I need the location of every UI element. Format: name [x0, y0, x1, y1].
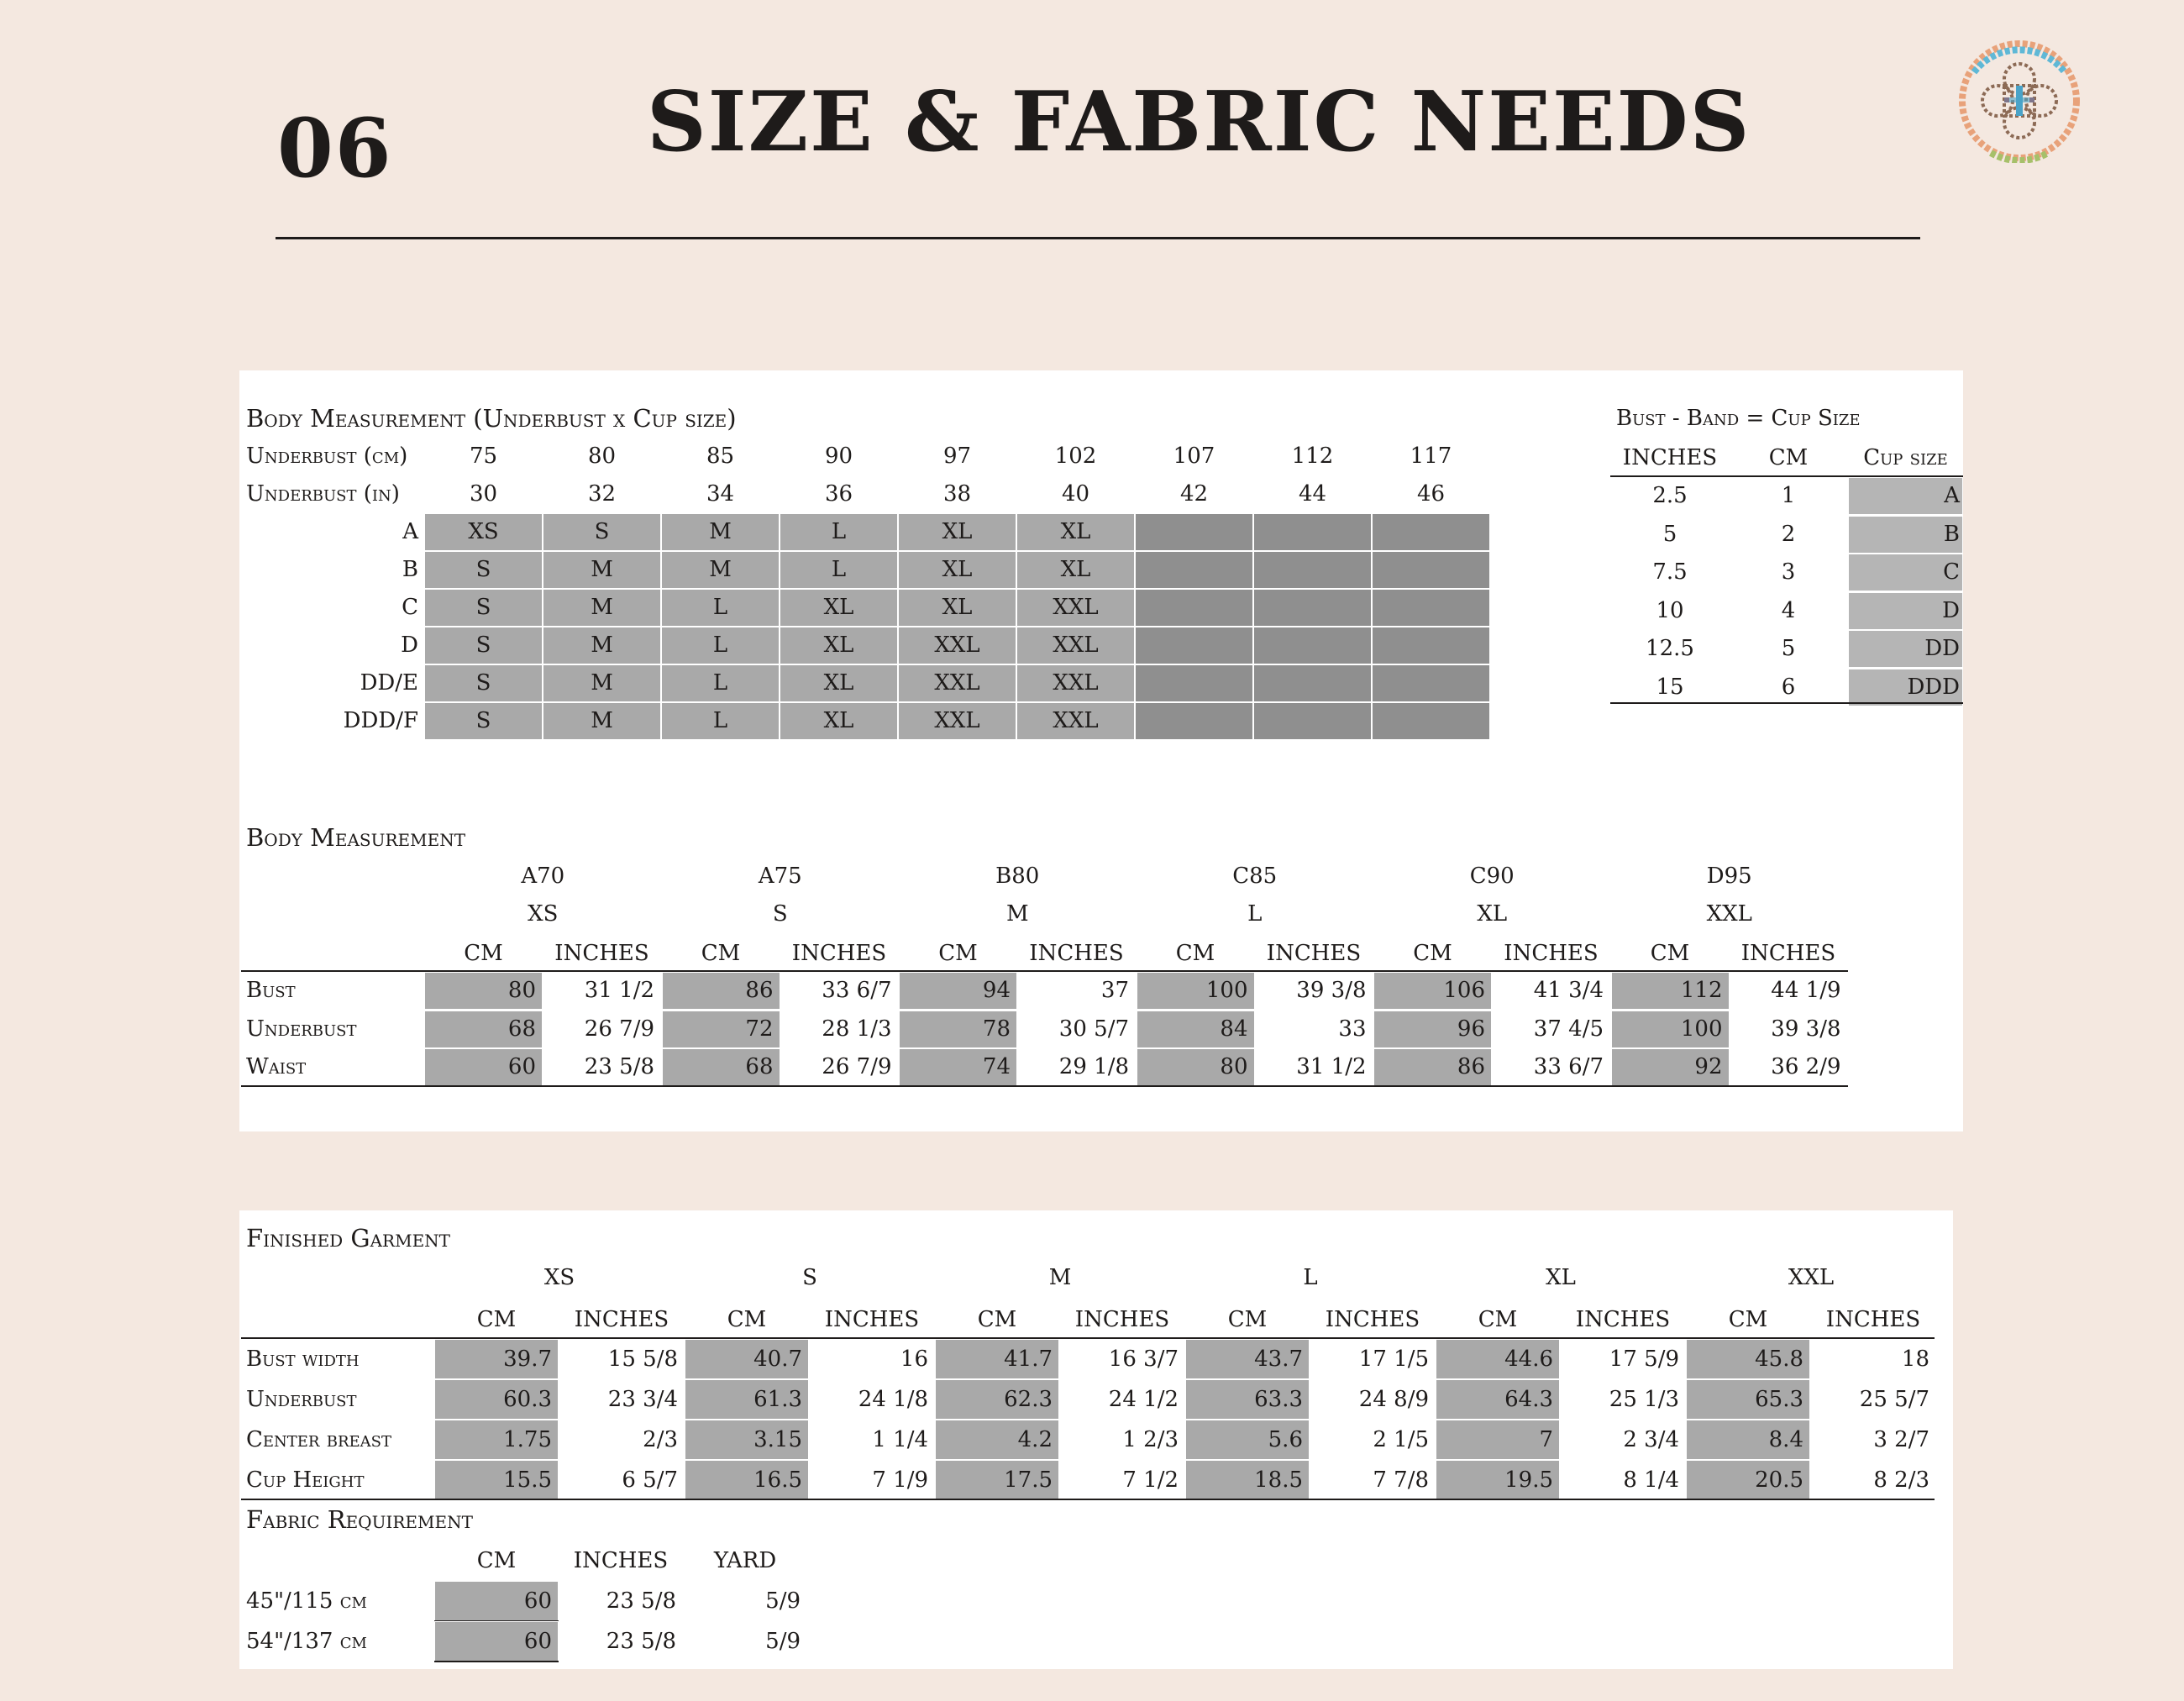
garment-cm-value: 62.3	[1004, 1387, 1053, 1412]
body-measurement-title: Body Measurement	[246, 823, 466, 852]
garment-in-value: 2/3	[643, 1427, 678, 1452]
size-grid-value: XXL	[934, 633, 980, 658]
size-grid-value: S	[475, 633, 491, 658]
measurement-cm-value: 68	[507, 1016, 536, 1042]
measurement-in-value: 44 1/9	[1771, 978, 1841, 1003]
garment-size: S	[802, 1265, 817, 1290]
garment-cm-value: 44.6	[1504, 1347, 1553, 1372]
size-grid-value: XL	[1060, 557, 1091, 582]
size-code: A75	[758, 864, 802, 889]
measurement-cm-value: 106	[1443, 978, 1485, 1003]
measurement-in-value: 31 1/2	[1296, 1054, 1367, 1079]
size-grid-value: XL	[1060, 519, 1091, 544]
cup-table-value: 3	[1781, 559, 1796, 585]
size-grid-value: XXL	[1053, 670, 1099, 696]
underbust-in-value: 40	[1061, 481, 1090, 507]
measurement-in-value: 37 4/5	[1533, 1016, 1604, 1042]
unit-cm: CM	[727, 1307, 767, 1332]
underbust-in-value: 44	[1298, 481, 1327, 507]
fabric-header: INCHES	[573, 1548, 669, 1573]
garment-row-label: Cup Height	[246, 1467, 365, 1493]
size-grid-value: S	[475, 595, 491, 620]
unit-inches: INCHES	[1266, 941, 1362, 966]
measurement-in-value: 33 6/7	[1533, 1054, 1604, 1079]
size-grid-value: XS	[468, 519, 499, 544]
size-grid-cell	[1135, 513, 1253, 551]
underbust-cm-value: 97	[942, 444, 972, 469]
size-grid-value: L	[831, 519, 847, 544]
garment-cm-value: 3.15	[753, 1427, 802, 1452]
size-letter: XXL	[1706, 901, 1752, 927]
title-rule	[276, 237, 1920, 239]
measurement-in-value: 41 3/4	[1533, 978, 1604, 1003]
emblem-logo	[1957, 39, 2082, 163]
fabric-row-label: 54"/137 cm	[246, 1629, 367, 1654]
measurement-in-value: 33 6/7	[822, 978, 892, 1003]
cup-row-label: DD/E	[360, 670, 418, 696]
garment-in-value: 7 7/8	[1373, 1467, 1429, 1493]
size-grid-cell	[1253, 702, 1372, 740]
size-code: A70	[521, 864, 565, 889]
garment-size: XXL	[1788, 1265, 1835, 1290]
underbust-cm-value: 107	[1173, 444, 1215, 469]
measurement-cm-value: 96	[1457, 1016, 1485, 1042]
garment-in-value: 24 1/8	[858, 1387, 928, 1412]
unit-inches: INCHES	[1074, 1307, 1170, 1332]
size-grid-cell	[1253, 513, 1372, 551]
size-chart-title: Body Measurement (Underbust x Cup size)	[246, 404, 737, 433]
garment-cm-value: 7	[1539, 1427, 1553, 1452]
unit-cm: CM	[1175, 941, 1215, 966]
unit-inches: INCHES	[824, 1307, 920, 1332]
size-grid-value: M	[591, 670, 613, 696]
cup-row-label: B	[402, 557, 418, 582]
measurement-in-value: 26 7/9	[822, 1054, 892, 1079]
garment-in-value: 25 1/3	[1609, 1387, 1679, 1412]
cup-table-value: 4	[1781, 597, 1796, 623]
measurement-in-value: 30 5/7	[1058, 1016, 1129, 1042]
garment-cm-value: 18.5	[1254, 1467, 1303, 1493]
garment-in-value: 8 2/3	[1873, 1467, 1929, 1493]
garment-in-value: 23 3/4	[607, 1387, 678, 1412]
cup-table-value: DDD	[1907, 674, 1960, 700]
size-grid-cell	[1253, 551, 1372, 589]
measurement-cm-value: 68	[745, 1054, 774, 1079]
size-grid-value: XL	[942, 519, 973, 544]
garment-cm-value: 40.7	[753, 1347, 802, 1372]
cup-table-value: 15	[1656, 674, 1684, 700]
measurement-cm-value: 112	[1680, 978, 1723, 1003]
measurement-row-label: Bust	[246, 978, 296, 1003]
size-grid-value: XL	[823, 595, 854, 620]
cup-table-value: 6	[1781, 674, 1796, 700]
fabric-value: 60	[523, 1629, 552, 1654]
measurement-cm-value: 60	[507, 1054, 536, 1079]
page-title: SIZE & FABRIC NEEDS	[647, 74, 1751, 171]
garment-in-value: 24 1/2	[1108, 1387, 1179, 1412]
size-code: D95	[1706, 864, 1752, 889]
size-grid-value: L	[712, 708, 728, 733]
unit-inches: INCHES	[1825, 1307, 1921, 1332]
unit-inches: INCHES	[1575, 1307, 1671, 1332]
unit-inches: INCHES	[1740, 941, 1836, 966]
unit-inches: INCHES	[1504, 941, 1599, 966]
size-letter: XS	[528, 901, 559, 927]
garment-cm-value: 45.8	[1755, 1347, 1803, 1372]
underbust-cm-value: 75	[469, 444, 498, 469]
measurement-in-value: 33	[1338, 1016, 1367, 1042]
size-code: C90	[1469, 864, 1515, 889]
size-grid-cell	[1253, 627, 1372, 664]
garment-cm-value: 17.5	[1004, 1467, 1053, 1493]
size-grid-value: XL	[823, 708, 854, 733]
cup-row-label: D	[401, 633, 418, 658]
size-grid-cell	[1372, 589, 1490, 627]
garment-in-value: 24 8/9	[1358, 1387, 1429, 1412]
garment-in-value: 17 5/9	[1609, 1347, 1679, 1372]
underbust-cm-value: 102	[1054, 444, 1097, 469]
cup-row-label: A	[402, 519, 418, 544]
garment-cm-value: 4.2	[1017, 1427, 1053, 1452]
size-grid-value: XXL	[1053, 633, 1099, 658]
underbust-in-value: 32	[587, 481, 617, 507]
fabric-row-label: 45"/115 cm	[246, 1588, 367, 1614]
size-letter: M	[1005, 901, 1029, 927]
garment-cm-value: 60.3	[503, 1387, 552, 1412]
page-number: 06	[277, 101, 393, 196]
size-grid-value: XXL	[1053, 595, 1099, 620]
garment-cm-value: 63.3	[1254, 1387, 1303, 1412]
size-grid-cell	[1135, 702, 1253, 740]
underbust-cm-value: 90	[824, 444, 853, 469]
cup-table-header: INCHES	[1622, 445, 1718, 470]
size-grid-value: XL	[942, 557, 973, 582]
body-measurement-bottom-rule	[241, 1085, 1848, 1087]
size-grid-cell	[1372, 664, 1490, 702]
garment-size: XS	[543, 1265, 575, 1290]
garment-in-value: 6 5/7	[622, 1467, 678, 1493]
unit-inches: INCHES	[554, 941, 649, 966]
measurement-in-value: 28 1/3	[822, 1016, 892, 1042]
underbust-cm-value: 117	[1410, 444, 1452, 469]
garment-in-value: 16	[900, 1347, 928, 1372]
cup-table-value: A	[1944, 483, 1960, 508]
underbust-in-value: 36	[824, 481, 853, 507]
size-grid-value: S	[475, 708, 491, 733]
measurement-cm-value: 94	[982, 978, 1011, 1003]
size-letter: S	[772, 901, 788, 927]
size-grid-cell	[1253, 589, 1372, 627]
garment-cm-value: 1.75	[503, 1427, 552, 1452]
garment-in-value: 17 1/5	[1358, 1347, 1429, 1372]
size-grid-cell	[1135, 551, 1253, 589]
size-code: C85	[1232, 864, 1278, 889]
cup-table-value: 7.5	[1652, 559, 1688, 585]
size-grid-cell	[1135, 627, 1253, 664]
garment-in-value: 3 2/7	[1873, 1427, 1929, 1452]
finished-garment-title: Finished Garment	[246, 1224, 451, 1252]
fabric-value: 5/9	[765, 1629, 801, 1654]
garment-row-label: Bust width	[246, 1347, 360, 1372]
size-grid-value: L	[712, 633, 728, 658]
garment-bottom-rule	[241, 1499, 1935, 1500]
fabric-value: 5/9	[765, 1588, 801, 1614]
measurement-cm-value: 80	[507, 978, 536, 1003]
unit-cm: CM	[701, 941, 741, 966]
cup-table-value: 2.5	[1652, 483, 1688, 508]
garment-in-value: 1 1/4	[872, 1427, 928, 1452]
garment-in-value: 18	[1901, 1347, 1929, 1372]
cup-table-value: DD	[1924, 636, 1960, 661]
garment-cm-value: 43.7	[1254, 1347, 1303, 1372]
unit-cm: CM	[464, 941, 503, 966]
garment-cm-value: 61.3	[753, 1387, 802, 1412]
cup-table-value: D	[1942, 597, 1960, 623]
measurement-in-value: 39 3/8	[1771, 1016, 1841, 1042]
garment-cm-value: 39.7	[503, 1347, 552, 1372]
unit-inches: INCHES	[791, 941, 887, 966]
unit-cm: CM	[977, 1307, 1017, 1332]
measurement-in-value: 39 3/8	[1296, 978, 1367, 1003]
cup-table-header: CM	[1768, 445, 1809, 470]
size-grid-value: M	[709, 519, 732, 544]
garment-in-value: 15 5/8	[607, 1347, 678, 1372]
measurement-row-label: Underbust	[246, 1016, 357, 1042]
unit-cm: CM	[1650, 941, 1690, 966]
fabric-header: CM	[476, 1548, 517, 1573]
measurement-cm-value: 72	[745, 1016, 774, 1042]
cup-table-value: C	[1943, 559, 1960, 585]
size-grid-value: M	[591, 633, 613, 658]
measurement-cm-value: 100	[1205, 978, 1248, 1003]
measurement-in-value: 37	[1100, 978, 1129, 1003]
fabric-cm-rule	[434, 1661, 559, 1662]
cup-table-value: 10	[1656, 597, 1684, 623]
cup-table-value: 5	[1781, 636, 1796, 661]
underbust-cm-value: 80	[587, 444, 617, 469]
garment-cm-value: 5.6	[1268, 1427, 1303, 1452]
measurement-in-value: 31 1/2	[584, 978, 654, 1003]
fabric-value: 60	[523, 1588, 552, 1614]
measurement-in-value: 36 2/9	[1771, 1054, 1841, 1079]
size-grid-value: M	[591, 557, 613, 582]
garment-cm-value: 64.3	[1504, 1387, 1553, 1412]
garment-size: L	[1303, 1265, 1318, 1290]
underbust-in-value: 34	[706, 481, 735, 507]
size-grid-cell	[1253, 664, 1372, 702]
cup-table-title: Bust - Band = Cup Size	[1616, 406, 1861, 431]
size-grid-value: M	[709, 557, 732, 582]
size-letter: XL	[1477, 901, 1508, 927]
garment-in-value: 1 2/3	[1122, 1427, 1179, 1452]
underbust-cm-value: 112	[1291, 444, 1334, 469]
measurement-cm-value: 80	[1220, 1054, 1248, 1079]
size-grid-cell	[1135, 589, 1253, 627]
unit-cm: CM	[476, 1307, 517, 1332]
cup-table-value: 2	[1781, 521, 1796, 547]
garment-cm-value: 41.7	[1004, 1347, 1053, 1372]
garment-row-label: Underbust	[246, 1387, 357, 1412]
underbust-in-value: 46	[1416, 481, 1446, 507]
size-grid-cell	[1372, 513, 1490, 551]
size-grid-value: L	[712, 670, 728, 696]
measurement-cm-value: 92	[1694, 1054, 1723, 1079]
underbust-cm-label: Underbust (cm)	[246, 444, 408, 469]
garment-cm-value: 20.5	[1755, 1467, 1803, 1493]
size-grid-cell	[1372, 551, 1490, 589]
garment-cm-value: 19.5	[1504, 1467, 1553, 1493]
size-grid-value: M	[591, 708, 613, 733]
cup-table-value: 1	[1781, 483, 1796, 508]
garment-in-value: 7 1/2	[1122, 1467, 1179, 1493]
measurement-in-value: 29 1/8	[1058, 1054, 1129, 1079]
garment-in-value: 16 3/7	[1108, 1347, 1179, 1372]
garment-cm-value: 8.4	[1768, 1427, 1803, 1452]
measurement-cm-value: 86	[1457, 1054, 1485, 1079]
measurement-cm-value: 100	[1680, 1016, 1723, 1042]
unit-cm: CM	[1227, 1307, 1268, 1332]
fabric-header: YARD	[713, 1548, 777, 1573]
measurement-cm-value: 74	[982, 1054, 1011, 1079]
size-grid-cell	[1135, 664, 1253, 702]
garment-row-label: Center breast	[246, 1427, 392, 1452]
size-grid-value: XXL	[934, 708, 980, 733]
garment-size: XL	[1546, 1265, 1576, 1290]
measurement-cm-value: 86	[745, 978, 774, 1003]
size-grid-value: M	[591, 595, 613, 620]
size-grid-value: XL	[823, 633, 854, 658]
unit-inches: INCHES	[574, 1307, 669, 1332]
underbust-in-label: Underbust (in)	[246, 481, 400, 507]
cup-table-value: B	[1943, 521, 1960, 547]
cup-table-value: 5	[1662, 521, 1677, 547]
size-letter: L	[1247, 901, 1263, 927]
fabric-value: 23 5/8	[606, 1588, 676, 1614]
garment-in-value: 7 1/9	[872, 1467, 928, 1493]
size-grid-value: S	[475, 557, 491, 582]
measurement-cm-value: 84	[1220, 1016, 1248, 1042]
cup-table-bottom-rule	[1610, 702, 1963, 704]
size-grid-cell	[1372, 627, 1490, 664]
underbust-in-value: 38	[942, 481, 972, 507]
unit-inches: INCHES	[1029, 941, 1124, 966]
unit-cm: CM	[1728, 1307, 1768, 1332]
underbust-cm-value: 85	[706, 444, 735, 469]
garment-cm-value: 16.5	[753, 1467, 802, 1493]
size-grid-value: L	[712, 595, 728, 620]
size-grid-value: S	[475, 670, 491, 696]
garment-in-value: 8 1/4	[1623, 1467, 1679, 1493]
cup-row-label: DDD/F	[343, 708, 418, 733]
unit-cm: CM	[938, 941, 978, 966]
measurement-in-value: 23 5/8	[584, 1054, 654, 1079]
size-grid-value: XXL	[934, 670, 980, 696]
garment-cm-value: 15.5	[503, 1467, 552, 1493]
garment-in-value: 25 5/7	[1859, 1387, 1929, 1412]
underbust-in-value: 42	[1179, 481, 1209, 507]
size-grid-value: XL	[823, 670, 854, 696]
measurement-in-value: 26 7/9	[584, 1016, 654, 1042]
measurement-cm-value: 78	[982, 1016, 1011, 1042]
garment-in-value: 2 1/5	[1373, 1427, 1429, 1452]
size-grid-value: S	[594, 519, 610, 544]
cup-table-value: 12.5	[1646, 636, 1694, 661]
size-grid-value: XL	[942, 595, 973, 620]
unit-inches: INCHES	[1325, 1307, 1420, 1332]
garment-cm-value: 65.3	[1755, 1387, 1803, 1412]
underbust-in-value: 30	[469, 481, 498, 507]
fabric-value: 23 5/8	[606, 1629, 676, 1654]
size-code: B80	[995, 864, 1040, 889]
unit-cm: CM	[1413, 941, 1452, 966]
unit-cm: CM	[1478, 1307, 1518, 1332]
garment-in-value: 2 3/4	[1623, 1427, 1679, 1452]
size-grid-value: L	[831, 557, 847, 582]
size-grid-cell	[1372, 702, 1490, 740]
cup-row-label: C	[402, 595, 418, 620]
garment-size: M	[1048, 1265, 1072, 1290]
cup-table-header: Cup size	[1863, 445, 1948, 470]
measurement-row-label: Waist	[246, 1054, 307, 1079]
size-grid-value: XXL	[1053, 708, 1099, 733]
fabric-requirement-title: Fabric Requirement	[246, 1505, 473, 1534]
